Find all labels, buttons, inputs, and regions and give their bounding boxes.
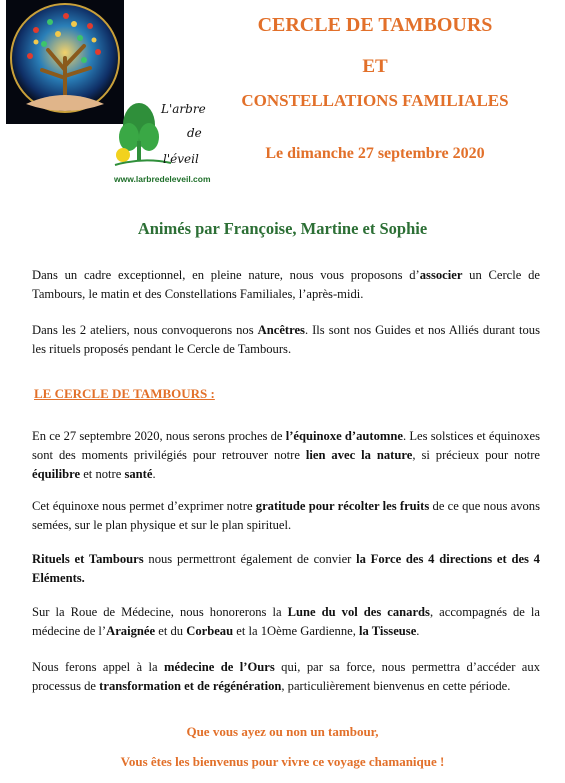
body-paragraph-gratitude: Cet équinoxe nous permet d’exprimer notre gratitude pour récolter les fruits de ce que nous avons semées, sur le plan physique et sur le plan spirituel. xyxy=(32,499,540,532)
arbre-text-line1: L'arbre xyxy=(161,102,206,116)
body-paragraph-ours: Nous ferons appel à la médecine de l’Ours qui, par sa force, nous permettra d’accéder aux processus de transformation et de régénération, particulièrement bienvenus en cette période. xyxy=(32,660,540,693)
arbre-text-line3: l'éveil xyxy=(163,152,199,166)
intro-paragraph-2: Dans les 2 ateliers, nous convoquerons nos Ancêtres. Ils sont nos Guides et nos Alliés durant tous les rituels proposés pendant le Cercle de Tambours. xyxy=(32,323,540,356)
title-line3: CONSTELLATIONS FAMILIALES xyxy=(241,91,509,110)
section-heading: LE CERCLE DE TAMBOURS : xyxy=(34,386,215,401)
intro-paragraph-1: Dans un cadre exceptionnel, en pleine nature, nous vous proposons d’associer un Cercle de Tambours, le matin et des Constellations Familiales, l’après-midi. xyxy=(32,268,540,301)
event-date: Le dimanche 27 septembre 2020 xyxy=(265,145,485,162)
tree-of-life-logo xyxy=(6,0,124,124)
closing-line-2: Vous êtes les bienvenus pour vivre ce voyage chamanique ! xyxy=(120,754,445,769)
title-line1: CERCLE DE TAMBOURS xyxy=(257,14,493,36)
title-line2: ET xyxy=(362,56,388,77)
closing-line-1: Que vous ayez ou non un tambour, xyxy=(186,724,379,739)
body-paragraph-equinoxe: En ce 27 septembre 2020, nous serons proches de l’équinoxe d’automne. Les solstices et équinoxes sont des moments privilégiés pour retrouver notre lien avec la nature, si précieux pour notre équilibre et notre santé. xyxy=(32,429,540,481)
site-url: www.larbredeleveil.com xyxy=(114,174,211,184)
body-paragraph-rituels: Rituels et Tambours nous permettront également de convier la Force des 4 directions et des 4 Eléments. xyxy=(32,552,540,585)
arbre-text-line2: de xyxy=(187,126,202,140)
body-paragraph-roue: Sur la Roue de Médecine, nous honorerons la Lune du vol des canards, accompagnés de la médecine de l’Araignée et du Corbeau et la 1Oème Gardienne, la Tisseuse. xyxy=(32,605,540,638)
animators-subtitle: Animés par Françoise, Martine et Sophie xyxy=(137,219,428,238)
tree-of-life-icon xyxy=(6,0,124,124)
